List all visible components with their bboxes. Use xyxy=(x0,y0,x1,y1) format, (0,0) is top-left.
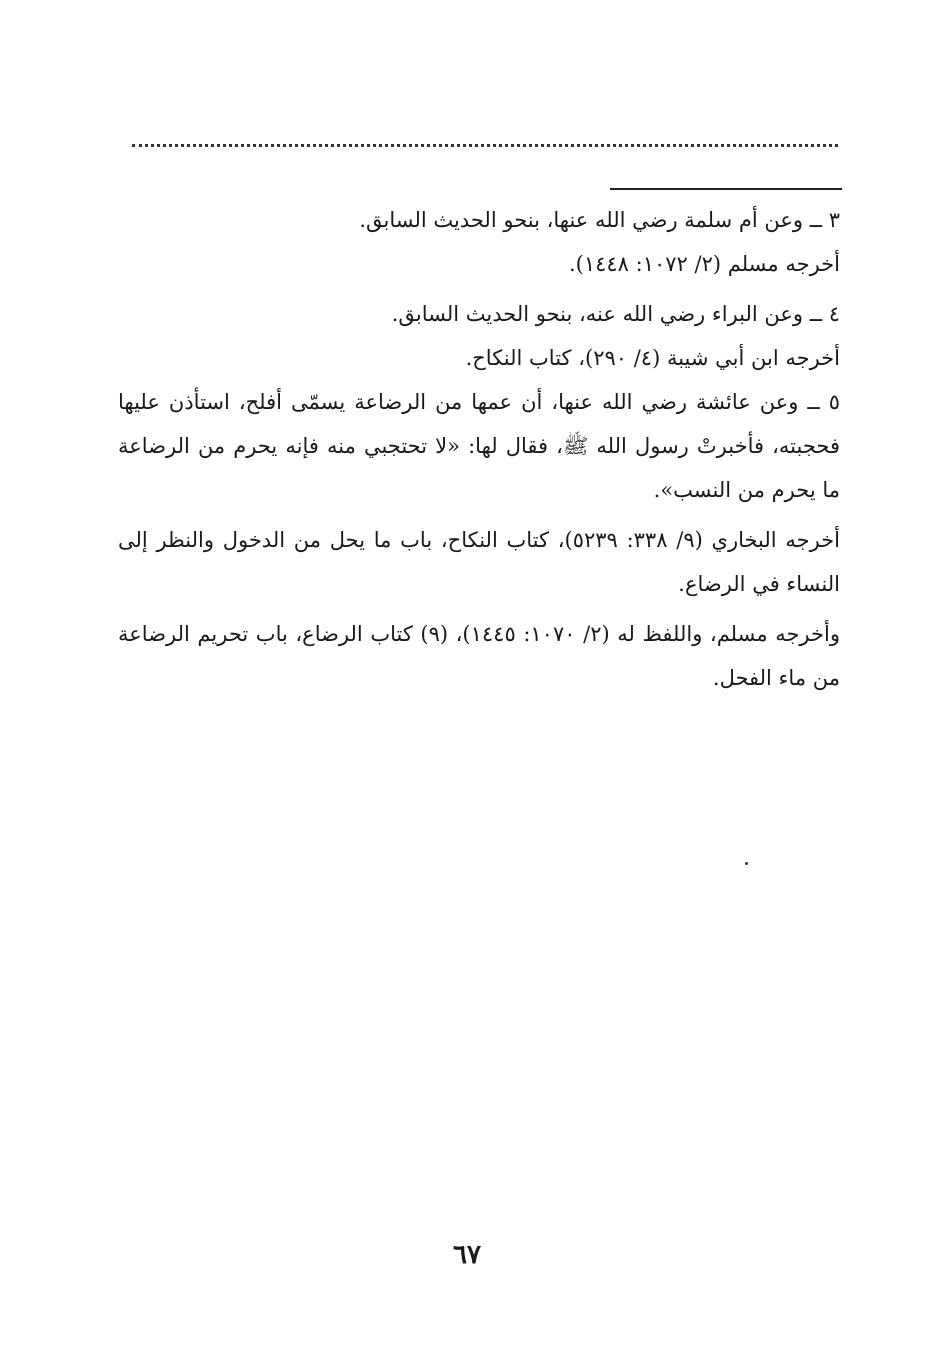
footnote-item-3: ٣ ــ وعن أم سلمة رضي الله عنها، بنحو الحديث السابق. xyxy=(359,208,840,232)
stray-mark xyxy=(745,862,748,865)
source-citation: أخرجه مسلم (٢/ ١٠٧٢: ١٤٤٨). xyxy=(568,252,840,276)
footnote-text xyxy=(118,198,840,700)
source-citation: وأخرجه مسلم، واللفظ له (٢/ ١٠٧٠: ١٤٤٥)، (٩) كتاب الرضاع، باب تحريم الرضاعة من ماء الفحل. xyxy=(118,622,840,690)
source-citation: أخرجه البخاري (٩/ ٣٣٨: ٥٢٣٩)، كتاب النكاح، باب ما يحل من الدخول والنظر إلى النساء في الرضاع. xyxy=(118,528,840,596)
source-citation: أخرجه ابن أبي شيبة (٤/ ٢٩٠)، كتاب النكاح. xyxy=(465,346,840,370)
dotted-separator xyxy=(132,130,838,147)
footnote-item-5: ٥ ــ وعن عائشة رضي الله عنها، أن عمها من الرضاعة يسمّى أفلح، استأذن عليها فحجبته، فأخبرتْ رسول الله ﷺ، فقال لها: «لا تحتجبي منه فإنه يحرم من الرضاعة ما يحرم من النسب». xyxy=(118,390,840,502)
page-number: ٦٧ xyxy=(453,1240,481,1270)
footnote-item-4: ٤ ــ وعن البراء رضي الله عنه، بنحو الحديث السابق. xyxy=(391,302,840,326)
footnote-rule xyxy=(610,188,842,190)
